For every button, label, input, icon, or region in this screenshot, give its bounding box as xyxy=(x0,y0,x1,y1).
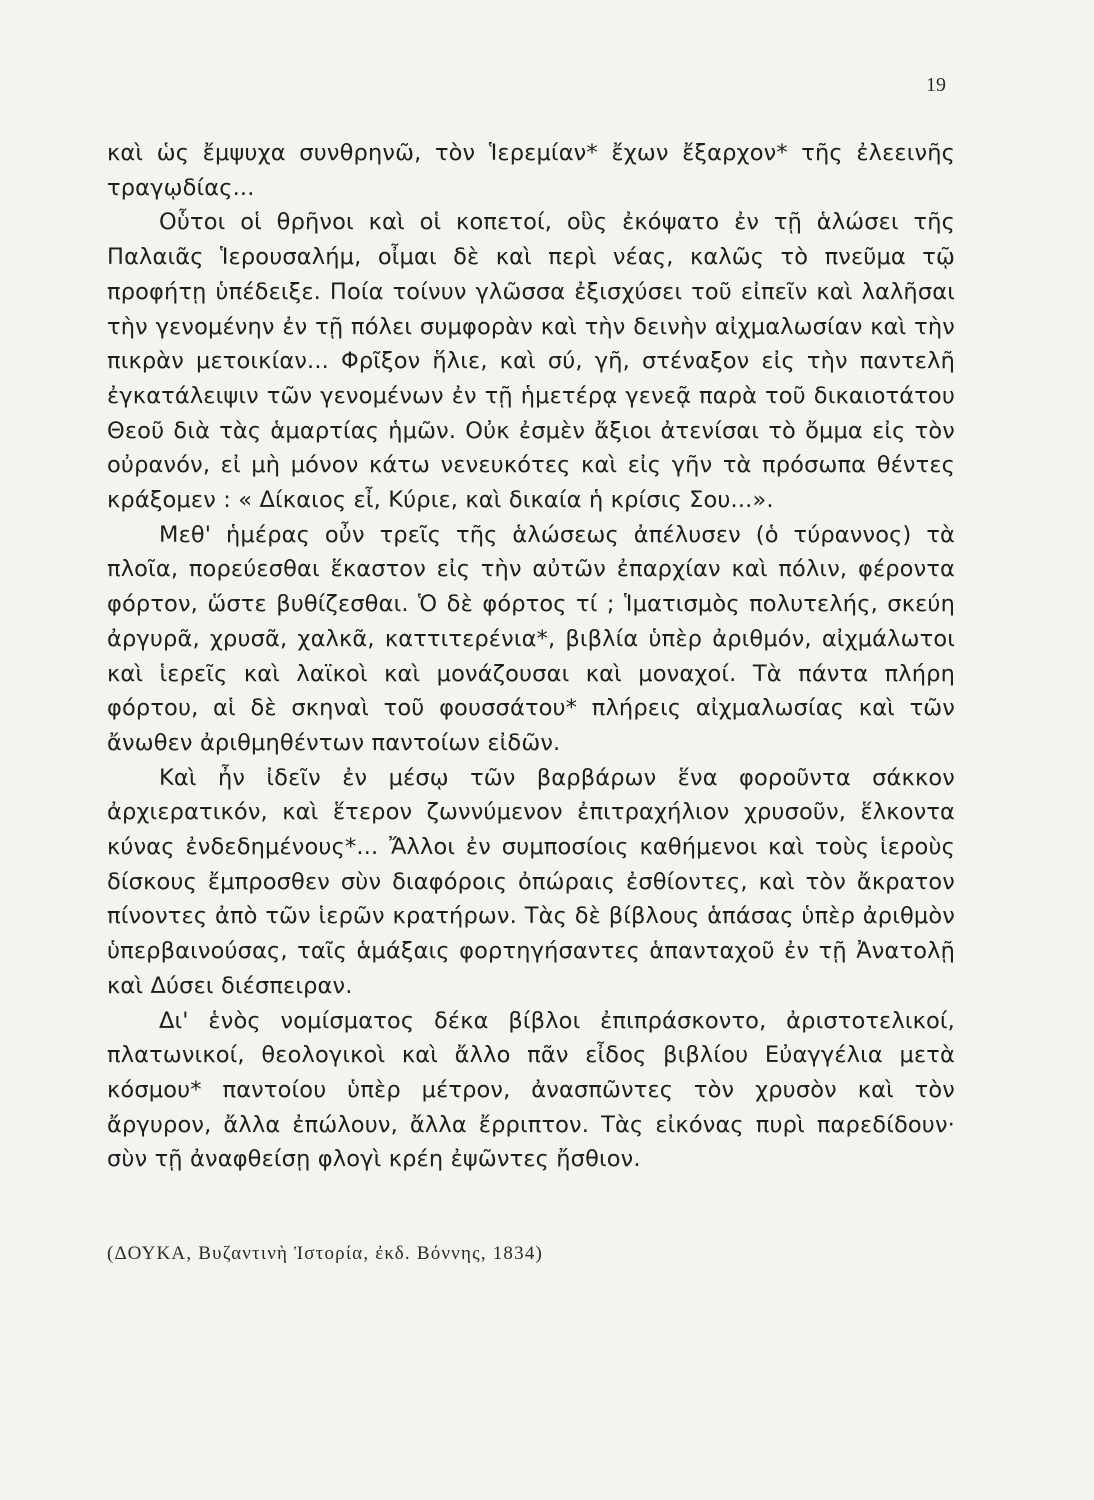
paragraph-1: καὶ ὡς ἔμψυχα συνθρηνῶ, τὸν Ἱερεμίαν* ἔχων ἔξαρχον* τῆς ἐλεεινῆς τραγῳδίας... xyxy=(107,140,955,201)
paragraph-5: Δι' ἑνὸς νομίσματος δέκα βίβλοι ἐπιπράσκοντο, ἀριστοτελικοί, πλατωνικοί, θεολογικοὶ καὶ ἄλλο πᾶν εἶδος βιβλίου Εὐαγγέλια μετὰ κόσμου* παντοίου ὑπὲρ μέτρον, ἀνασπῶντες τὸν χρυσὸν καὶ τὸν ἄργυρον, ἄλλα ἐπώλουν, ἄλλα ἔρριπτον. Τὰς εἰκόνας πυρὶ παρεδίδουν· σὺν τῇ ἀναφθείσῃ φλογὶ κρέη ἐψῶντες ἤσθιον. xyxy=(107,1007,955,1173)
source-citation: (ΔΟΥΚΑ, Βυζαντινὴ Ἱστορία, ἐκδ. Βόννης, 1834) xyxy=(107,1243,544,1264)
paragraph-3: Μεθ' ἡμέρας οὖν τρεῖς τῆς ἁλώσεως ἀπέλυσεν (ὁ τύραννος) τὰ πλοῖα, πορεύεσθαι ἕκαστον εἰς τὴν αὐτῶν ἐπαρχίαν καὶ πόλιν, φέροντα φόρτον, ὥστε βυθίζεσθαι. Ὁ δὲ φόρτος τί ; Ἱματισμὸς πολυτελής, σκεύη ἀργυρᾶ, χρυσᾶ, χαλκᾶ, καττιτερένια*, βιβλία ὑπὲρ ἀριθμόν, αἰχμάλωτοι καὶ ἱερεῖς καὶ λαϊκοὶ καὶ μονάζουσαι καὶ μοναχοί. Τὰ πάντα πλήρη φόρτου, αἱ δὲ σκηναὶ τοῦ φουσσάτου* πλήρεις αἰχμαλωσίας καὶ τῶν ἄνωθεν ἀριθμηθέντων παντοίων εἰδῶν. xyxy=(107,521,955,756)
body-text xyxy=(107,136,955,1177)
paragraph-4: Καὶ ἦν ἰδεῖν ἐν μέσῳ τῶν βαρβάρων ἕνα φοροῦντα σάκκον ἀρχιερατικόν, καὶ ἕτερον ζωννύμενον ἐπιτραχήλιον χρυσοῦν, ἕλκοντα κύνας ἐνδεδημένους*... Ἄλλοι ἐν συμποσίοις καθήμενοι καὶ τοὺς ἱεροὺς δίσκους ἔμπροσθεν σὺν διαφόροις ὀπώραις ἐσθίοντες, καὶ τὸν ἄκρατον πίνοντες ἀπὸ τῶν ἱερῶν κρατήρων. Τὰς δὲ βίβλους ἁπάσας ὑπὲρ ἀριθμὸν ὑπερβαινούσας, ταῖς ἁμάξαις φορτηγήσαντες ἁπανταχοῦ ἐν τῇ Ἀνατολῇ καὶ Δύσει διέσπειραν. xyxy=(107,764,955,999)
paragraph-2: Οὗτοι οἱ θρῆνοι καὶ οἱ κοπετοί, οὓς ἐκόψατο ἐν τῇ ἁλώσει τῆς Παλαιᾶς Ἱερουσαλήμ, οἶμαι δὲ καὶ περὶ νέας, καλῶς τὸ πνεῦμα τῷ προφήτῃ ὑπέδειξε. Ποία τοίνυν γλῶσσα ἐξισχύσει τοῦ εἰπεῖν καὶ λαλῆσαι τὴν γενομένην ἐν τῇ πόλει συμφορὰν καὶ τὴν δεινὴν αἰχμαλωσίαν καὶ τὴν πικρὰν μετοικίαν... Φρῖξον ἥλιε, καὶ σύ, γῆ, στέναξον εἰς τὴν παντελῆ ἐγκατάλειψιν τῶν γενομένων ἐν τῇ ἡμετέρᾳ γενεᾷ παρὰ τοῦ δικαιοτάτου Θεοῦ διὰ τὰς ἁμαρτίας ἡμῶν. Οὐκ ἐσμὲν ἄξιοι ἀτενίσαι τὸ ὄμμα εἰς τὸν οὐρανόν, εἰ μὴ μόνον κάτω νενευκότες καὶ εἰς γῆν τὰ πρόσωπα θέντες κράξομεν : « Δίκαιος εἶ, Κύριε, καὶ δικαία ἡ κρίσις Σου...». xyxy=(107,209,955,514)
page-number: 19 xyxy=(926,74,946,96)
